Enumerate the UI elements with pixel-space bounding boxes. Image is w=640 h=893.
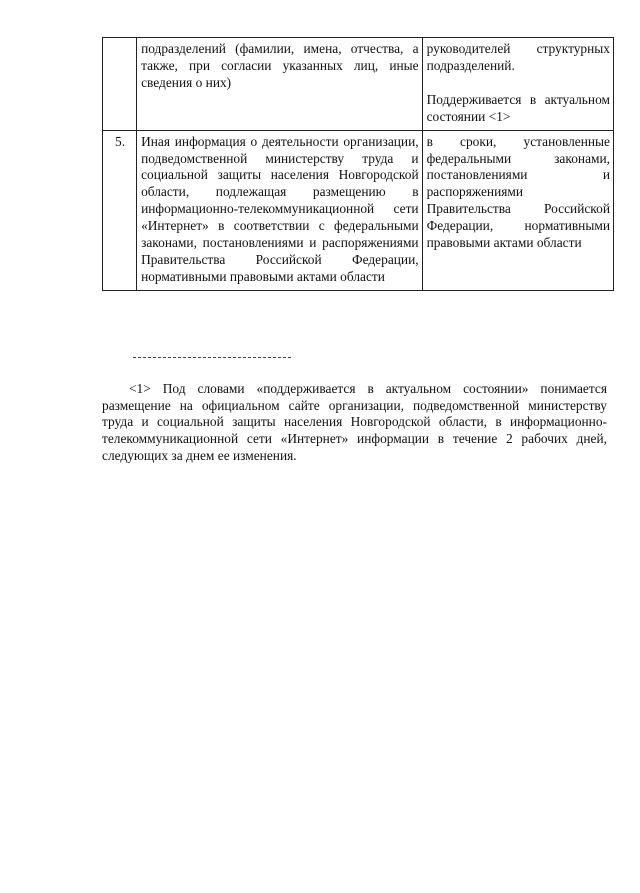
- row-number: 5.: [103, 130, 137, 290]
- term-text: руководителей структурных подразделений.: [426, 41, 610, 73]
- term-text: Поддерживается в актуальном состоянии <1>: [426, 91, 610, 124]
- term-cell: [422, 130, 613, 290]
- info-cell: подразделений (фамилии, имена, отчества, а также, при согласии указанных лиц, иные сведения о них): [137, 38, 423, 131]
- table-row: [103, 38, 614, 131]
- term-cell: [422, 38, 613, 131]
- table-row: [103, 130, 614, 290]
- info-cell: Иная информация о деятельности организации, подведомственной министерству труда и социальной защиты населения Новгородской области, подлежащая размещению в информационно-телекоммуникационной сети «Интернет» в соответствии с федеральными законами, постановлениями и распоряжениями Правительства Российской Федерации, нормативными правовыми актами области: [137, 130, 423, 290]
- footnote-separator: [133, 357, 291, 358]
- term-text: в сроки, установленные федеральными законами, постановлениями и распоряжениями Правительства Российской Федерации, нормативными правовыми актами области: [426, 133, 610, 251]
- footnote-text: <1> Под словами «поддерживается в актуальном состоянии» понимается размещение на официальном сайте организации, подведомственной министерству труда и социальной защиты населения Новгородской области, в информационно-телекоммуникационной сети «Интернет» информации в течение 2 рабочих дней, следующих за днем ее изменения.: [102, 381, 607, 463]
- info-table: [102, 37, 614, 291]
- row-number: [103, 38, 137, 131]
